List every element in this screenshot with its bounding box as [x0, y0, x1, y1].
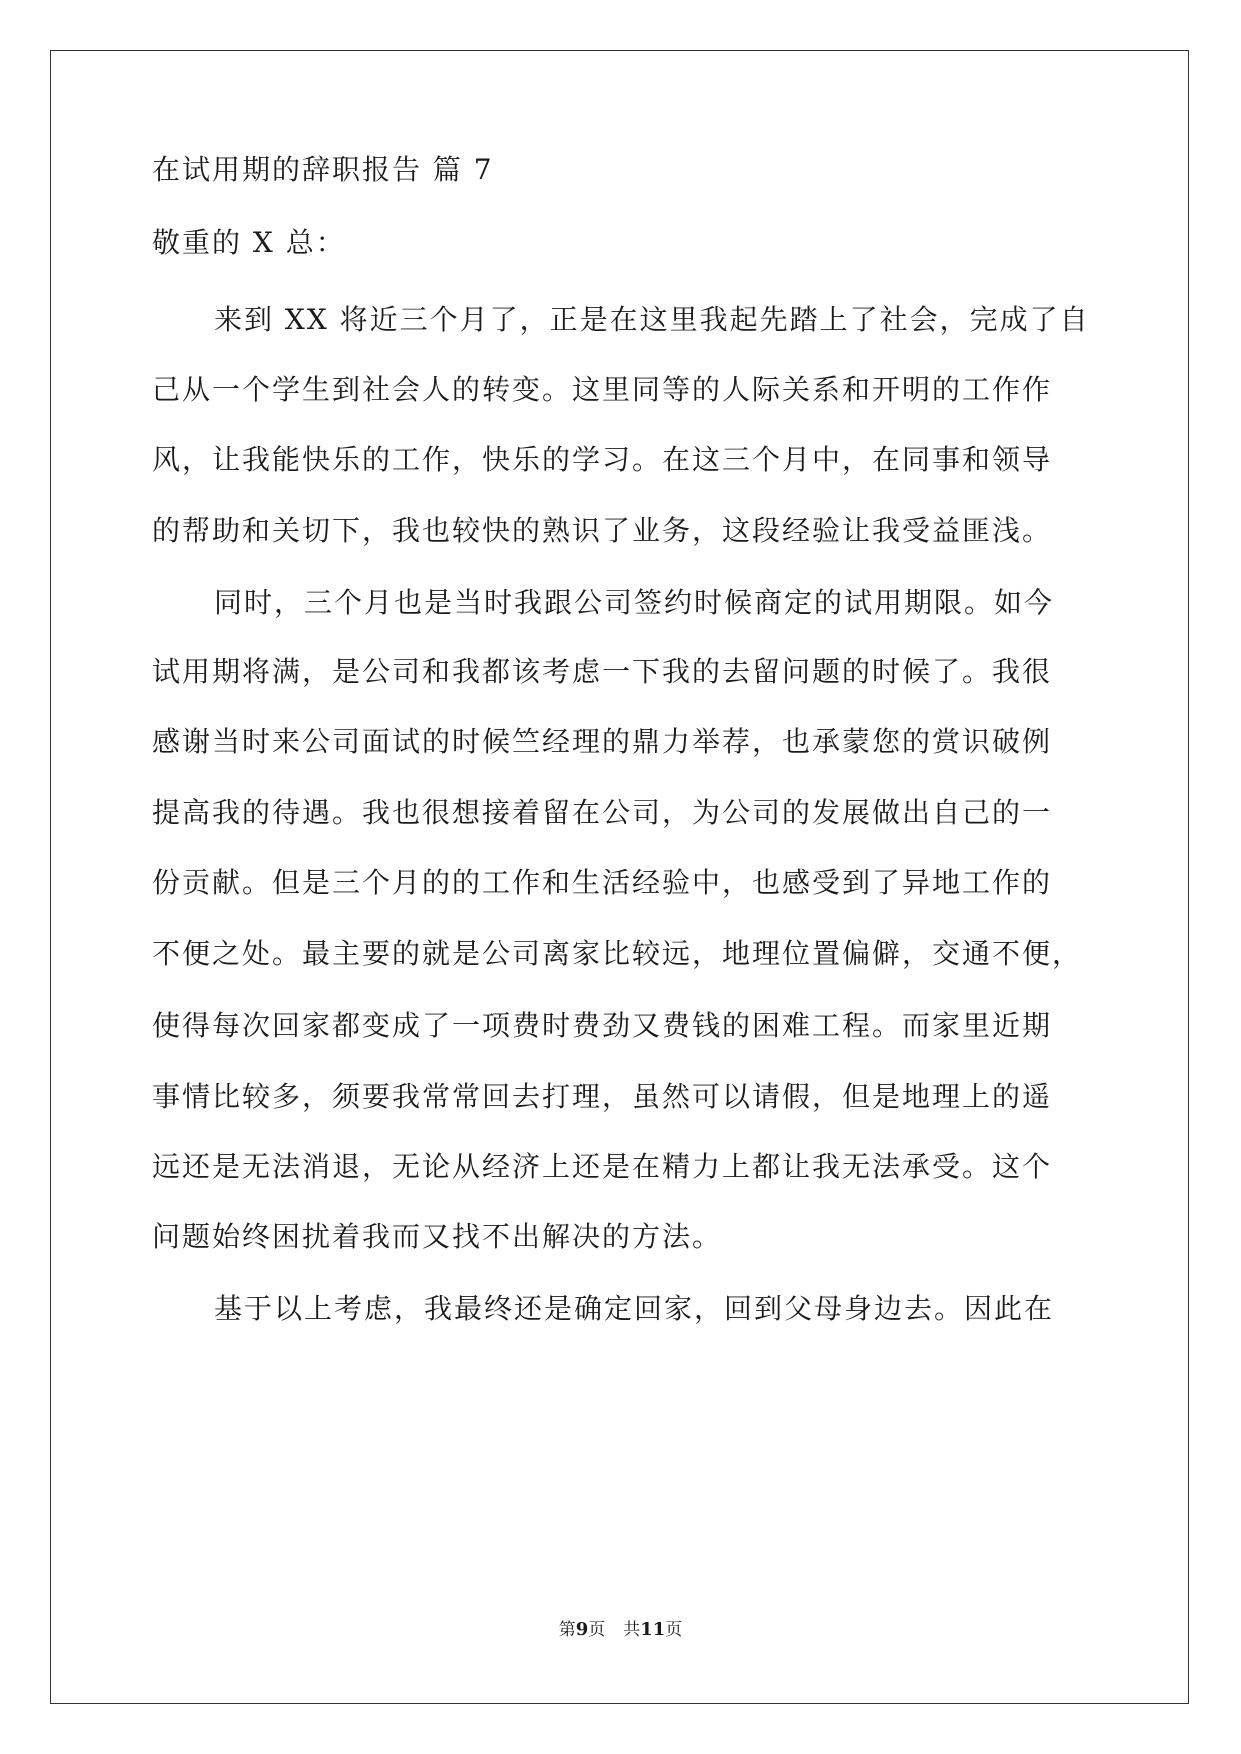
current-page-number: 9 — [575, 1619, 589, 1640]
body-line: 份贡献。但是三个月的的工作和生活经验中，也感受到了异地工作的 — [152, 866, 1053, 899]
body-line: 来到 XX 将近三个月了，正是在这里我起先踏上了社会，完成了自 — [214, 303, 1090, 336]
body-line: 己从一个学生到社会人的转变。这里同等的人际关系和开明的工作作 — [152, 373, 1053, 406]
total-label: 页 — [665, 1620, 683, 1640]
salutation: 敬重的 X 总： — [152, 226, 346, 259]
body-line: 事情比较多，须要我常常回去打理，虽然可以请假，但是地理上的遥 — [152, 1080, 1053, 1113]
body-line: 风，让我能快乐的工作，快乐的学习。在这三个月中，在同事和领导 — [152, 443, 1053, 476]
page-label: 页 — [588, 1620, 606, 1640]
total-page-number: 11 — [640, 1619, 666, 1640]
page-prefix: 第 — [558, 1620, 576, 1640]
page-number-footer — [0, 1618, 1241, 1642]
document-title: 在试用期的辞职报告 篇 7 — [152, 153, 494, 186]
body-line: 使得每次回家都变成了一项费时费劲又费钱的困难工程。而家里近期 — [152, 1009, 1053, 1042]
body-line: 基于以上考虑，我最终还是确定回家，回到父母身边去。因此在 — [214, 1292, 1055, 1325]
body-line: 同时，三个月也是当时我跟公司签约时候商定的试用期限。如今 — [214, 586, 1055, 619]
body-line: 的帮助和关切下，我也较快的熟识了业务，这段经验让我受益匪浅。 — [152, 514, 1053, 547]
body-line: 提高我的待遇。我也很想接着留在公司，为公司的发展做出自己的一 — [152, 796, 1053, 829]
total-prefix: 共 — [623, 1620, 641, 1640]
body-line: 问题始终困扰着我而又找不出解决的方法。 — [152, 1220, 723, 1253]
body-line: 不便之处。最主要的就是公司离家比较远，地理位置偏僻，交通不便， — [152, 937, 1083, 970]
body-line: 试用期将满，是公司和我都该考虑一下我的去留问题的时候了。我很 — [152, 655, 1053, 688]
body-line: 远还是无法消退，无论从经济上还是在精力上都让我无法承受。这个 — [152, 1150, 1053, 1183]
body-line: 感谢当时来公司面试的时候竺经理的鼎力举荐，也承蒙您的赏识破例 — [152, 725, 1053, 758]
